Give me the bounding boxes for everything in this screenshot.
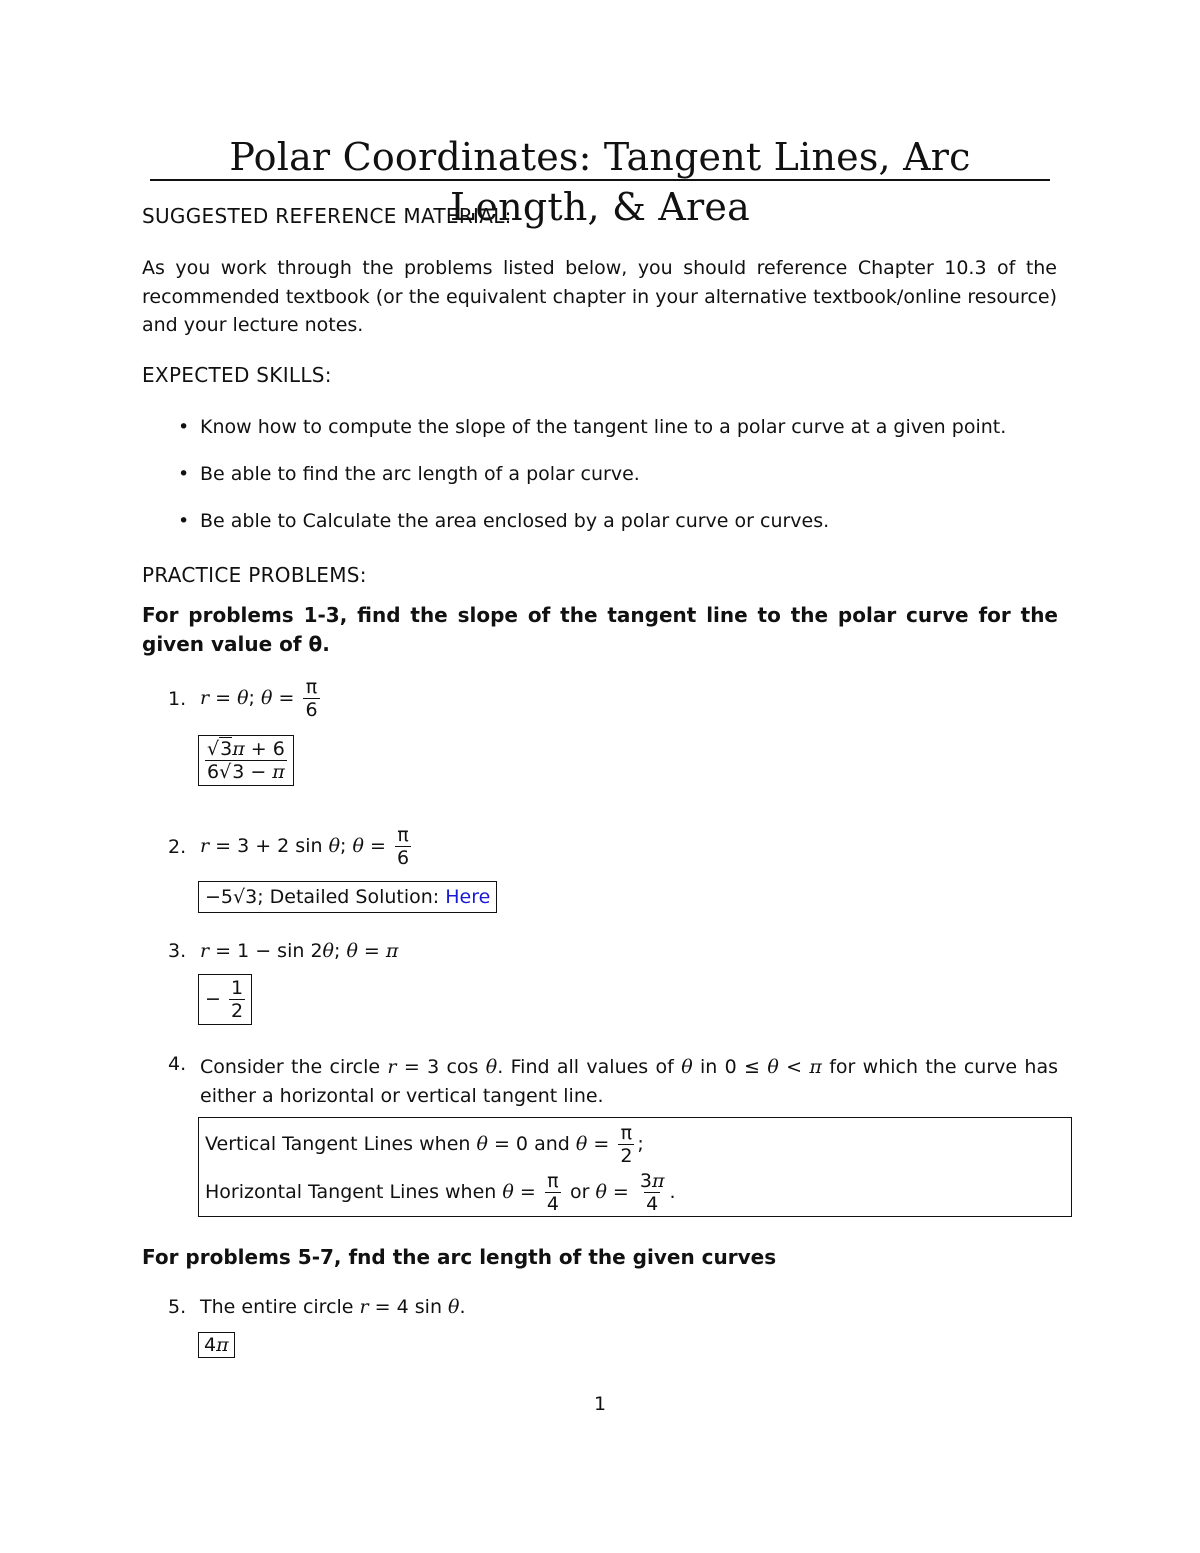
answer-box: $\frac{√3\pi + 6}{6√3 - \pi}$ <box>198 735 294 786</box>
problem-number: 4. <box>168 1053 187 1075</box>
answer-box <box>198 881 497 913</box>
title-underline <box>150 179 1050 181</box>
problem-expression: r = θ; θ = $\frac{\pi}{6}$ <box>200 676 318 721</box>
bullet-icon: • <box>178 510 190 532</box>
skill-item: Be able to find the arc length of a polar curve. <box>200 463 640 485</box>
page-number: 1 <box>593 1393 607 1415</box>
problem-expression: The entire circle r = 4 sin θ. <box>200 1296 466 1318</box>
problem-number: 2. <box>168 836 187 858</box>
problem-number: 1. <box>168 688 187 710</box>
problem-expression: r = 3 + 2 sin θ; θ = $\frac{\pi}{6}$ <box>200 824 410 869</box>
answer-line-horizontal: Horizontal Tangent Lines when θ = $\frac{\pi}{4}$ or θ = $\frac{3\pi}{4}$ . <box>205 1170 676 1215</box>
reference-paragraph: As you work through the problems listed below, you should reference Chapter 10.3 of the recommended textbook (or the equivalent chapter in your alternative textbook/online resource) and your lecture notes. <box>142 257 1057 336</box>
expected-skills-heading: EXPECTED SKILLS: <box>142 363 332 387</box>
page-title: Polar Coordinates: Tangent Lines, Arc Length, & Area <box>229 135 971 229</box>
answer-box <box>198 1117 1072 1217</box>
suggested-reference-heading: SUGGESTED REFERENCE MATERIAL: <box>142 204 512 228</box>
section-instruction-arc-length: For problems 5-7, fnd the arc length of the given curves <box>142 1245 777 1269</box>
bullet-icon: • <box>178 416 190 438</box>
section-instruction-tangent: For problems 1-3, find the slope of the tangent line to the polar curve for the given value of θ. <box>142 603 1058 656</box>
solution-link[interactable]: Here <box>445 886 491 908</box>
answer-line-vertical: Vertical Tangent Lines when θ = 0 and θ = $\frac{\pi}{2}$ ; <box>205 1122 644 1167</box>
skill-item: Be able to Calculate the area enclosed by a polar curve or curves. <box>200 510 830 532</box>
problem-number: 5. <box>168 1296 187 1318</box>
practice-problems-heading: PRACTICE PROBLEMS: <box>142 563 367 587</box>
problem-number: 3. <box>168 940 187 962</box>
answer-text: −5√3; Detailed Solution: <box>205 886 440 908</box>
problem-expression: r = 1 − sin 2θ; θ = π <box>200 940 399 962</box>
problem-expression: Consider the circle r = 3 cos θ. Find all values of θ in 0 ≤ θ < π for which the curve has either a horizontal or vertical tangent line. <box>200 1056 1059 1107</box>
skill-item: Know how to compute the slope of the tangent line to a polar curve at a given point. <box>200 416 1007 438</box>
answer-box: − $\frac{1}{2}$ <box>198 974 252 1025</box>
bullet-icon: • <box>178 463 190 485</box>
answer-box: 4π <box>198 1332 235 1358</box>
